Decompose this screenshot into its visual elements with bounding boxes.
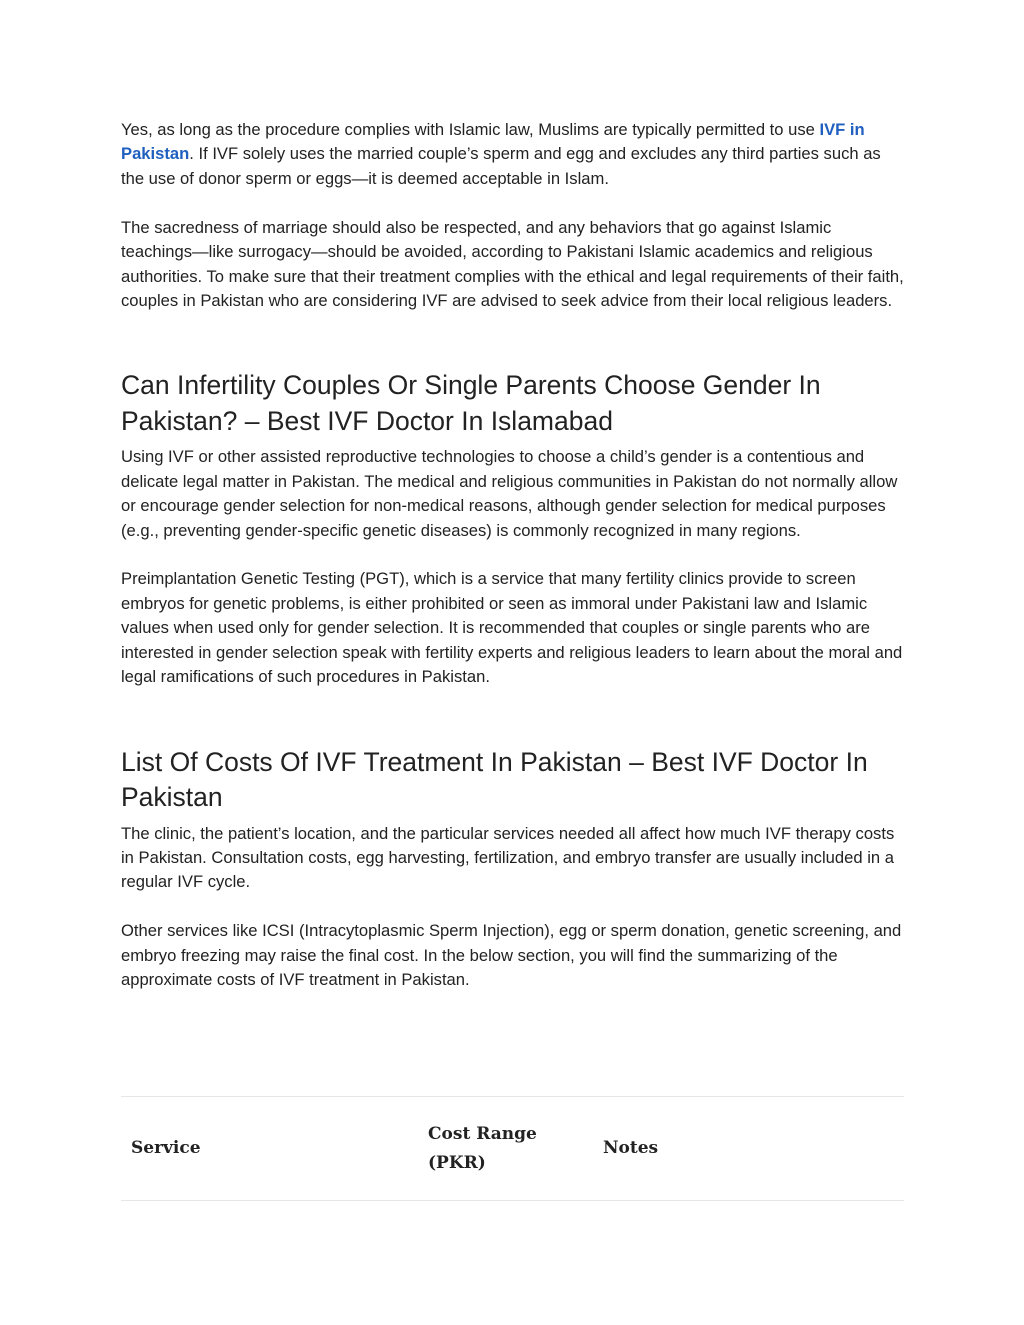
column-header-notes: Notes [593,1097,904,1201]
intro-text-after-link: . If IVF solely uses the married couple’s sperm and egg and excludes any third parties such as the use of donor sperm or eggs—it is deemed acceptable in Islam. [121,144,881,188]
column-header-cost-range: Cost Range (PKR) [418,1097,593,1201]
gender-paragraph-2: Preimplantation Genetic Testing (PGT), which is a service that many fertility clinics provide to screen embryos for genetic problems, is either prohibited or seen as immoral under Pakistani law and Islamic values when used only for gender selection. It is recommended that couples or single parents who are interested in gender selection speak with fertility experts and religious leaders to learn about the moral and legal ramifications of such procedures in Pakistan. [121,569,903,687]
costs-paragraph-2: Other services like ICSI (Intracytoplasmic Sperm Injection), egg or sperm donation, genetic screening, and embryo freezing may raise the final cost. In the below section, you will find the summarizing of the approximate costs of IVF treatment in Pakistan. [121,921,902,990]
intro-paragraph-1 [121,118,905,191]
cost-table-header-row [121,1097,904,1201]
intro-text-before-link: Yes, as long as the procedure complies with Islamic law, Muslims are typically permitted to use [121,120,820,139]
gender-section-heading: Can Infertility Couples Or Single Parents Choose Gender In Pakistan? – Best IVF Doctor In Islamabad [121,370,821,436]
intro-paragraph-2: The sacredness of marriage should also be respected, and any behaviors that go against Islamic teachings—like surrogacy—should be avoided, according to Pakistani Islamic academics and religious authorities. To make sure that their treatment complies with the ethical and legal requirements of their faith, couples in Pakistan who are considering IVF are advised to seek advice from their local religious leaders. [121,217,904,310]
costs-paragraph-1: The clinic, the patient’s location, and the particular services needed all affect how much IVF therapy costs in Pakistan. Consultation costs, egg harvesting, fertilization, and embryo transfer are usually included in a regular IVF cycle. [121,823,895,892]
cost-table [121,1096,904,1201]
article-body [121,118,905,992]
column-header-service: Service [121,1097,418,1201]
gender-paragraph-1: Using IVF or other assisted reproductive technologies to choose a child’s gender is a contentious and delicate legal matter in Pakistan. The medical and religious communities in Pakistan do not normally allow or encourage gender selection for non-medical reasons, although gender selection for medical purposes (e.g., preventing gender-specific genetic diseases) is commonly recognized in many regions. [121,447,898,540]
costs-section-heading: List Of Costs Of IVF Treatment In Pakistan – Best IVF Doctor In Pakistan [121,746,868,812]
ivf-in-pakistan-link[interactable]: IVF in Pakistan [121,120,865,164]
